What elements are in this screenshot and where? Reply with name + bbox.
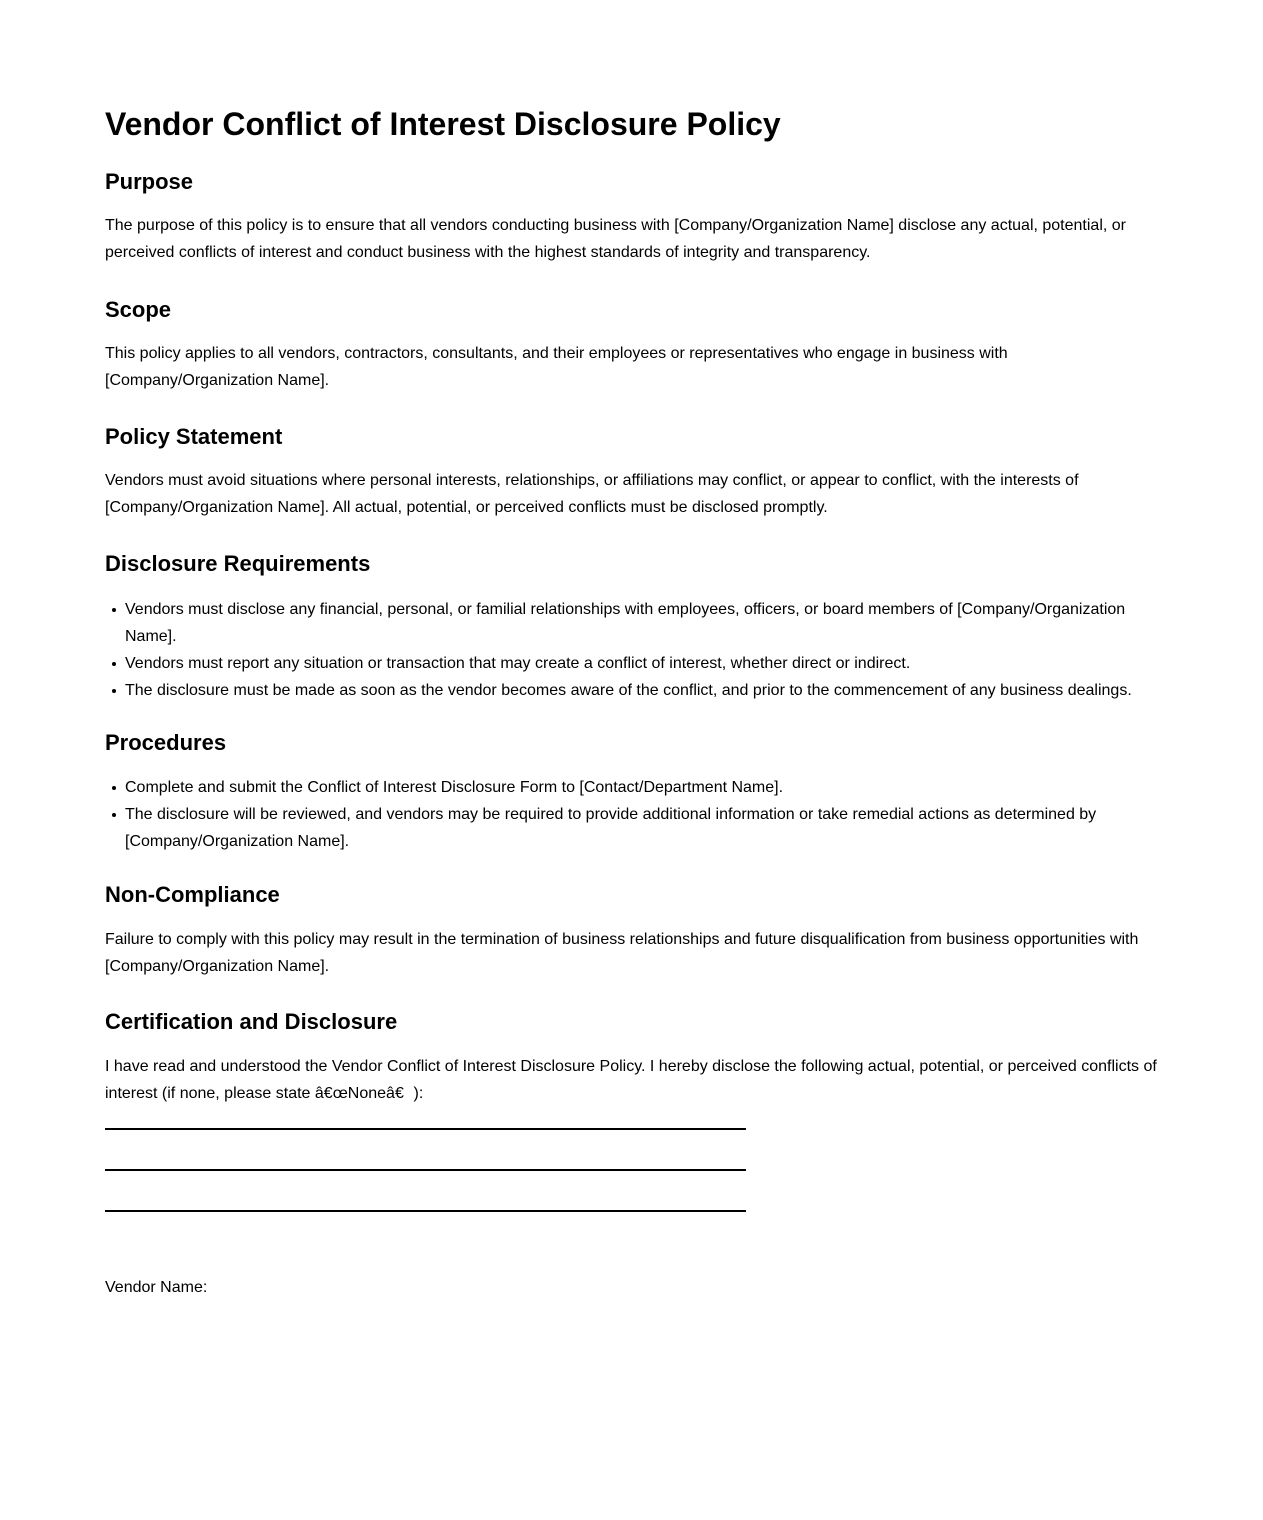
page-title-block <box>105 105 1160 143</box>
section-body-non-compliance: Failure to comply with this policy may result in the termination of business relationships and future disqualification from business opportunities with [Company/Organization Name]. <box>105 931 1139 975</box>
signature-line <box>105 1128 746 1130</box>
section-non-compliance-heading-block <box>105 881 1160 909</box>
section-non-compliance-body-block <box>105 926 1150 980</box>
section-disclosure-requirements-list-block <box>105 596 1150 704</box>
section-purpose-heading-block <box>105 168 1160 196</box>
signature-lines-block <box>105 1128 746 1212</box>
section-body-certification: I have read and understood the Vendor Conflict of Interest Disclosure Policy. I hereby disclose the following actual, potential, or perceived conflicts of interest (if none, please state â€œNoneâ€): <box>105 1058 1157 1102</box>
section-heading-certification: Certification and Disclosure <box>105 1009 398 1034</box>
list-item: Vendors must report any situation or transaction that may create a conflict of interest, whether direct or indirect. <box>125 650 1150 677</box>
section-body-scope: This policy applies to all vendors, contractors, consultants, and their employees or representatives who engage in business with [Company/Organization Name]. <box>105 345 1008 389</box>
section-heading-scope: Scope <box>105 297 172 322</box>
signature-line <box>105 1210 746 1212</box>
section-procedures-list-block <box>105 774 1150 855</box>
disclosure-requirements-list <box>105 596 1150 704</box>
section-heading-non-compliance: Non-Compliance <box>105 882 280 907</box>
section-body-policy-statement: Vendors must avoid situations where personal interests, relationships, or affiliations may conflict, or appear to conflict, with the interests of [Company/Organization Name]. All actual, potential, or perceived conflicts must be disclosed promptly. <box>105 472 1079 516</box>
list-item: Complete and submit the Conflict of Interest Disclosure Form to [Contact/Department Name]. <box>125 774 1150 801</box>
list-item: The disclosure must be made as soon as the vendor becomes aware of the conflict, and prior to the commencement of any business dealings. <box>125 677 1150 704</box>
section-certification-body-block <box>105 1053 1165 1107</box>
section-body-purpose: The purpose of this policy is to ensure that all vendors conducting business with [Company/Organization Name] disclose any actual, potential, or perceived conflicts of interest and conduct business with the highest standards of integrity and transparency. <box>105 217 1126 261</box>
section-procedures-heading-block <box>105 729 1160 757</box>
section-disclosure-requirements-heading-block <box>105 550 1160 578</box>
section-heading-purpose: Purpose <box>105 169 194 194</box>
section-certification-heading-block <box>105 1008 1160 1036</box>
section-scope-heading-block <box>105 296 1160 324</box>
section-policy-statement-heading-block <box>105 423 1160 451</box>
list-item: Vendors must disclose any financial, personal, or familial relationships with employees, officers, or board members of [Company/Organization Name]. <box>125 596 1150 650</box>
section-heading-disclosure-requirements: Disclosure Requirements <box>105 551 371 576</box>
section-heading-policy-statement: Policy Statement <box>105 424 283 449</box>
signature-line <box>105 1169 746 1171</box>
page-title: Vendor Conflict of Interest Disclosure Policy <box>105 106 781 142</box>
list-item: The disclosure will be reviewed, and vendors may be required to provide additional information or take remedial actions as determined by [Company/Organization Name]. <box>125 801 1150 855</box>
vendor-name-label: Vendor Name: <box>105 1279 208 1296</box>
procedures-list <box>105 774 1150 855</box>
vendor-name-block <box>105 1274 1150 1301</box>
section-policy-statement-body-block <box>105 467 1150 521</box>
section-scope-body-block <box>105 340 1150 394</box>
section-heading-procedures: Procedures <box>105 730 227 755</box>
section-purpose-body-block <box>105 212 1150 266</box>
